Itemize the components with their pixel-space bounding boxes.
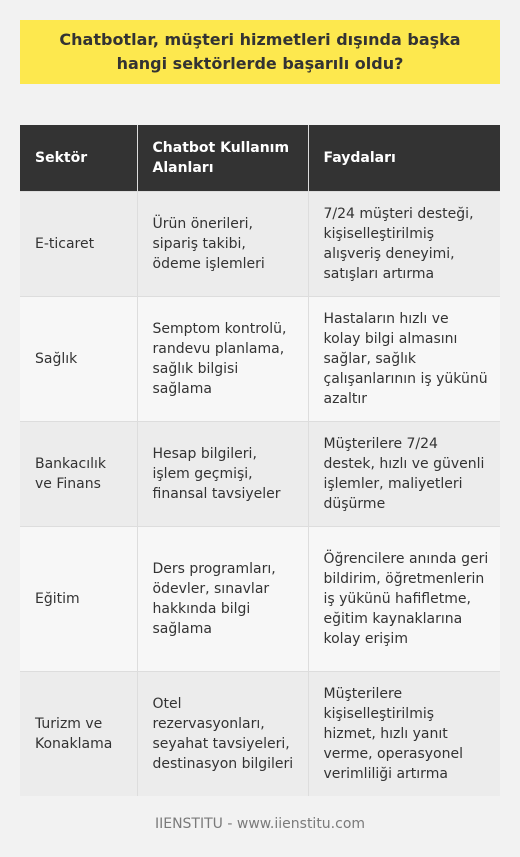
cell-usage: Hesap bilgileri, işlem geçmişi, finansal tavsiyeler [137, 421, 308, 526]
cell-usage: Semptom kontrolü, randevu planlama, sağlık bilgisi sağlama [137, 296, 308, 421]
table-row [20, 296, 500, 421]
table-row [20, 191, 500, 296]
header-benefits: Faydaları [308, 125, 500, 191]
cell-usage: Ürün önerileri, sipariş takibi, ödeme işlemleri [137, 191, 308, 296]
cell-benefits: Hastaların hızlı ve kolay bilgi almasını sağlar, sağlık çalışanlarının iş yükünü azaltır [308, 296, 500, 421]
table-row [20, 671, 500, 796]
cell-benefits: Müşterilere 7/24 destek, hızlı ve güvenli işlemler, maliyetleri düşürme [308, 421, 500, 526]
cell-usage: Otel rezervasyonları, seyahat tavsiyeleri, destinasyon bilgileri [137, 671, 308, 796]
cell-sector: Sağlık [20, 296, 137, 421]
header-usage-areas: Chatbot Kullanım Alanları [137, 125, 308, 191]
sector-table [20, 125, 500, 796]
cell-benefits: Öğrencilere anında geri bildirim, öğretmenlerin iş yükünü hafifletme, eğitim kaynaklarına kolay erişim [308, 526, 500, 671]
header-sector: Sektör [20, 125, 137, 191]
page-title: Chatbotlar, müşteri hizmetleri dışında başka hangi sektörlerde başarılı oldu? [20, 20, 500, 84]
cell-sector: Turizm ve Konaklama [20, 671, 137, 796]
cell-sector: E-ticaret [20, 191, 137, 296]
cell-benefits: Müşterilere kişiselleştirilmiş hizmet, hızlı yanıt verme, operasyonel verimliliği artırma [308, 671, 500, 796]
table-row [20, 526, 500, 671]
cell-sector: Bankacılık ve Finans [20, 421, 137, 526]
cell-usage: Ders programları, ödevler, sınavlar hakkında bilgi sağlama [137, 526, 308, 671]
footer-credit: IIENSTITU - www.iienstitu.com [154, 816, 366, 832]
cell-sector: Eğitim [20, 526, 137, 671]
table-header-row [20, 125, 500, 191]
table-row [20, 421, 500, 526]
cell-benefits: 7/24 müşteri desteği, kişiselleştirilmiş alışveriş deneyimi, satışları artırma [308, 191, 500, 296]
